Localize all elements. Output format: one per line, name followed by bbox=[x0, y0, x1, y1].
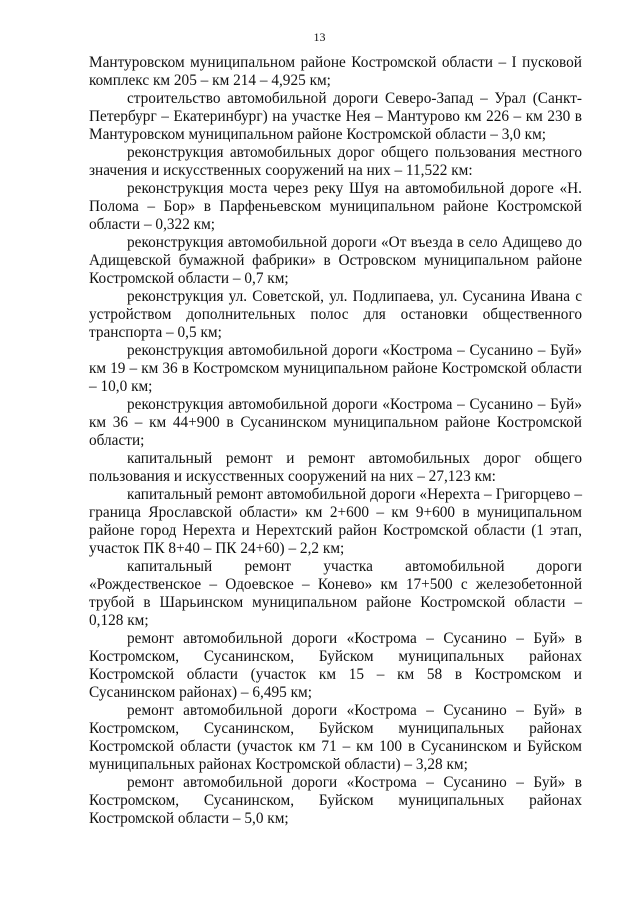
paragraph-road-adishchevo: реконструкция автомобильной дороги «От въезда в село Адищево до Адищевской бумажной фабрики» в Островском муниципальном районе Костромской области – 0,7 км; bbox=[89, 234, 582, 287]
paragraph-repair-5km: ремонт автомобильной дороги «Кострома – Сусанино – Буй» в Костромском, Сусанинском, Буйском муниципальных районах Костромской области – 5,0 км; bbox=[89, 774, 582, 827]
paragraph-bridge-shuya: реконструкция моста через реку Шуя на автомобильной дороге «Н. Полома – Бор» в Парфеньевском муниципальном районе Костромской области – 0,322 км; bbox=[89, 180, 582, 233]
paragraph-road-km19-km36: реконструкция автомобильной дороги «Кострома – Сусанино – Буй» км 19 – км 36 в Костромском муниципальном районе Костромской области – 10,0 км; bbox=[89, 342, 582, 395]
paragraph-repair-km15-km58: ремонт автомобильной дороги «Кострома – Сусанино – Буй» в Костромском, Сусанинском, Буйском муниципальных районах Костромской области (участок км 15 – км 58 в Костромском и Сусанинском районах) – 6,495 км; bbox=[89, 630, 582, 701]
paragraph-capital-repair-total: капитальный ремонт и ремонт автомобильных дорог общего пользования и искусственных сооружений на них – 27,123 км: bbox=[89, 450, 582, 485]
body-text bbox=[89, 54, 582, 828]
paragraph-repair-km71-km100: ремонт автомобильной дороги «Кострома – Сусанино – Буй» в Костромском, Сусанинском, Буйском муниципальных районах Костромской области (участок км 71 – км 100 в Сусанинском и Буйском муниципальных районах Костромской области) – 3,28 км; bbox=[89, 702, 582, 773]
paragraph-construction-sz-ural: строительство автомобильной дороги Северо-Запад – Урал (Санкт-Петербург – Екатеринбург) на участке Нея – Мантурово км 226 – км 230 в Мантуровском муниципальном районе Костромской области – 3,0 км; bbox=[89, 90, 582, 143]
page-number: 13 bbox=[313, 30, 326, 44]
paragraph-streets-reconstruction: реконструкция ул. Советской, ул. Подлипаева, ул. Сусанина Ивана с устройством дополнительных полос для остановки общественного транспорта – 0,5 км; bbox=[89, 288, 582, 341]
paragraph-road-km36-km44: реконструкция автомобильной дороги «Кострома – Сусанино – Буй» км 36 – км 44+900 в Сусанинском муниципальном районе Костромской области; bbox=[89, 396, 582, 449]
paragraph-nerekhta-road: капитальный ремонт автомобильной дороги «Нерехта – Григорцево – граница Ярославской области» км 2+600 – км 9+600 в муниципальном районе город Нерехта и Нерехтский район Костромской области (1 этап, участок ПК 8+40 – ПК 24+60) – 2,2 км; bbox=[89, 486, 582, 557]
paragraph-rozhdestvenskoe-road: капитальный ремонт участка автомобильной дороги «Рождественское – Одоевское – Конево» км 17+500 с железобетонной трубой в Шарьинском муниципальном районе Костромской области – 0,128 км; bbox=[89, 558, 582, 629]
paragraph-reconstruction-local-roads: реконструкция автомобильных дорог общего пользования местного значения и искусственных сооружений на них – 11,522 км: bbox=[89, 144, 582, 179]
paragraph-continuation: Мантуровском муниципальном районе Костромской области – I пусковой комплекс км 205 – км 214 – 4,925 км; bbox=[89, 54, 582, 89]
